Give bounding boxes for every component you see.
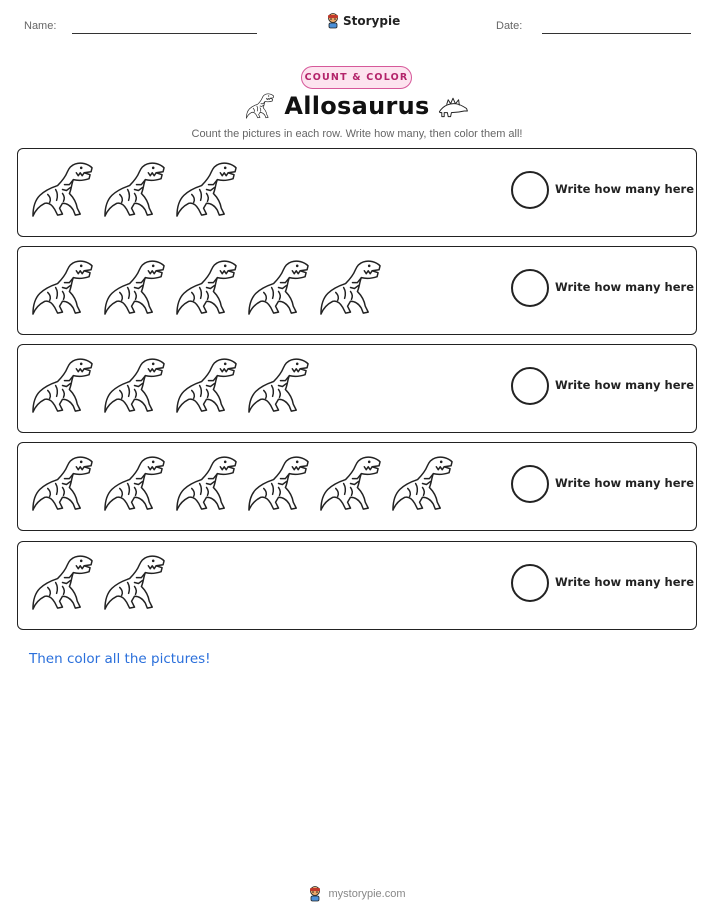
dino-group [30, 451, 455, 516]
answer-circle[interactable] [511, 367, 549, 405]
answer-circle[interactable] [511, 465, 549, 503]
answer-label: Write how many here [555, 280, 694, 294]
answer-circle[interactable] [511, 171, 549, 209]
counting-row [17, 541, 697, 630]
allosaurus-picture[interactable] [174, 353, 239, 418]
allosaurus-picture[interactable] [318, 451, 383, 516]
site-footer [0, 886, 714, 902]
allosaurus-picture[interactable] [246, 255, 311, 320]
counting-row [17, 344, 697, 433]
answer-label: Write how many here [555, 575, 694, 589]
activity-badge: COUNT & COLOR [301, 66, 412, 89]
pie-mascot-icon [308, 886, 322, 902]
allosaurus-picture[interactable] [102, 255, 167, 320]
answer-label: Write how many here [555, 378, 694, 392]
allosaurus-picture[interactable] [30, 157, 95, 222]
date-label: Date: [496, 20, 523, 32]
dino-group [30, 157, 239, 222]
answer-label: Write how many here [555, 476, 694, 490]
allosaurus-picture[interactable] [30, 353, 95, 418]
counting-row [17, 442, 697, 531]
allosaurus-picture[interactable] [30, 550, 95, 615]
instructions: Count the pictures in each row. Write how many, then color them all! [191, 128, 523, 140]
allosaurus-picture[interactable] [174, 451, 239, 516]
allosaurus-picture[interactable] [174, 255, 239, 320]
counting-row [17, 246, 697, 335]
allosaurus-picture[interactable] [246, 451, 311, 516]
date-line[interactable] [542, 33, 691, 34]
answer-label: Write how many here [555, 182, 694, 196]
brand-logo [326, 13, 400, 29]
page-title: Allosaurus [284, 92, 430, 120]
allosaurus-picture[interactable] [318, 255, 383, 320]
answer-circle[interactable] [511, 564, 549, 602]
allosaurus-picture[interactable] [102, 353, 167, 418]
site-url: mystorypie.com [328, 888, 406, 900]
allosaurus-picture[interactable] [30, 451, 95, 516]
allosaurus-picture[interactable] [30, 255, 95, 320]
stegosaurus-icon [437, 95, 469, 119]
footer-note: Then color all the pictures! [29, 651, 211, 667]
name-line[interactable] [72, 33, 257, 34]
name-label: Name: [24, 20, 57, 32]
counting-row [17, 148, 697, 237]
allosaurus-picture[interactable] [246, 353, 311, 418]
answer-circle[interactable] [511, 269, 549, 307]
pie-mascot-icon [326, 13, 340, 29]
allosaurus-picture[interactable] [174, 157, 239, 222]
allosaurus-picture[interactable] [102, 550, 167, 615]
brand-name: Storypie [343, 14, 401, 28]
dino-group [30, 353, 311, 418]
allosaurus-picture[interactable] [102, 451, 167, 516]
allosaurus-picture[interactable] [390, 451, 455, 516]
dino-group [30, 255, 383, 320]
allosaurus-picture[interactable] [102, 157, 167, 222]
dino-group [30, 550, 167, 615]
